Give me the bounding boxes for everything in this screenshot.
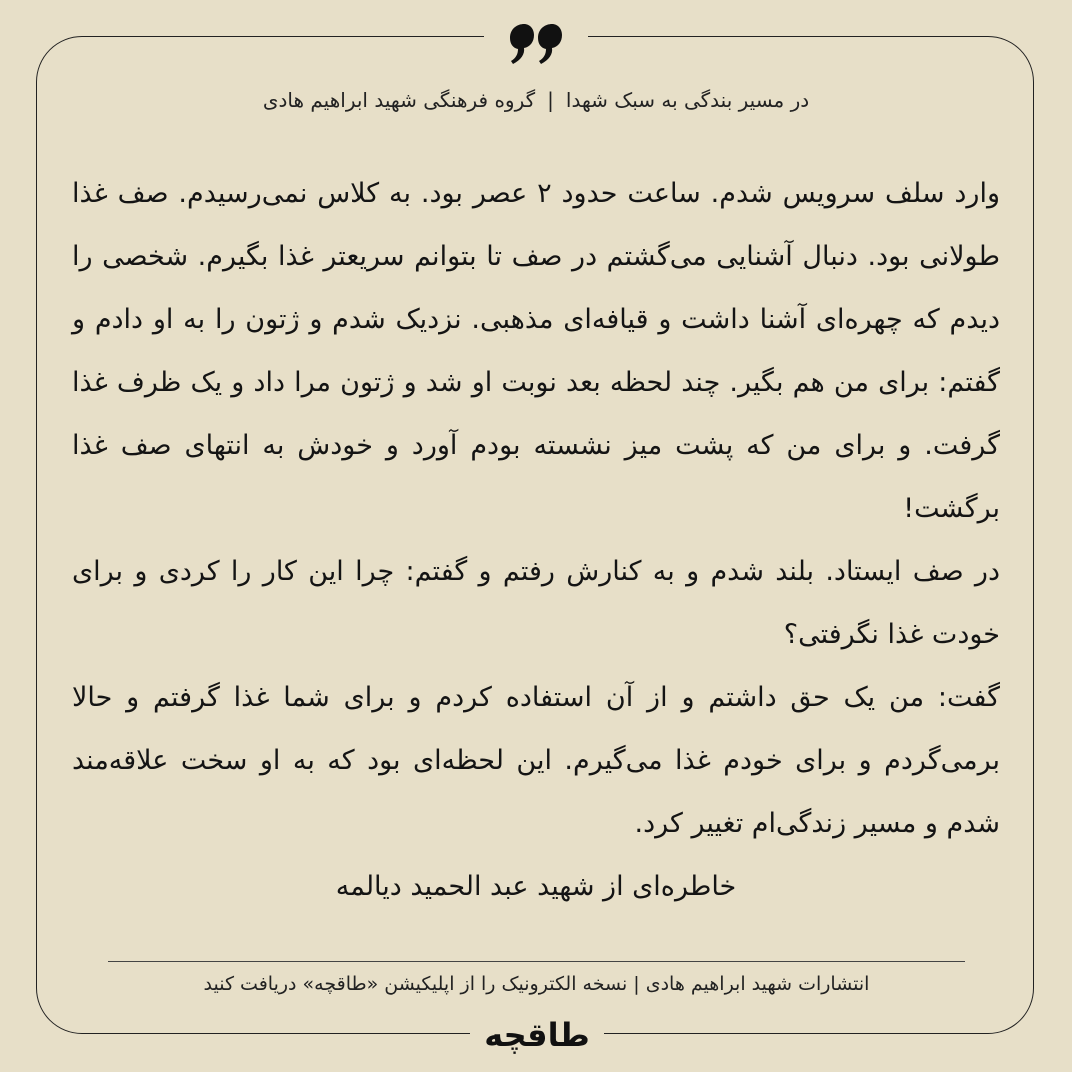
memoir-paragraph-2: در صف ایستاد. بلند شدم و به کنارش رفتم و گفتم: چرا این کار را کردی و برای خودت غذا نگرفتی؟	[72, 556, 1000, 650]
footer-divider	[108, 961, 965, 962]
memoir-body	[72, 162, 1000, 918]
memoir-attribution: خاطره‌ای از شهید عبد الحمید دیالمه	[335, 871, 737, 902]
footer-note: انتشارات شهید ابراهیم هادی | نسخه الکترونیک را از اپلیکیشن «طاقچه» دریافت کنید	[203, 973, 870, 995]
header-group-name: گروه فرهنگی شهید ابراهیم هادی	[262, 88, 536, 112]
header-separator: |	[547, 88, 554, 112]
header-series-title: در مسیر بندگی به سبک شهدا	[565, 88, 810, 112]
taaghche-logo: طاقچه	[484, 1016, 590, 1054]
quote-mark-icon	[506, 22, 566, 66]
memoir-paragraph-3: گفت: من یک حق داشتم و از آن استفاده کردم و برای شما غذا گرفتم و حالا برمی‌گردم و برای خودم غذا می‌گیرم. این لحظه‌ای بود که به او سخت علاقه‌مند شدم و مسیر زندگی‌ام تغییر کرد.	[72, 682, 1000, 839]
memoir-paragraph-1: وارد سلف سرویس شدم. ساعت حدود ۲ عصر بود. به کلاس نمی‌رسیدم. صف غذا طولانی بود. دنبال آشنایی می‌گشتم در صف تا بتوانم سریعتر غذا بگیرم. شخصی را دیدم که چهره‌ای آشنا داشت و قیافه‌ای مذهبی. نزدیک شدم و ژتون را به او دادم و گفتم: برای من هم بگیر. چند لحظه بعد نوبت او شد و ژتون مرا داد و یک ظرف غذا گرفت. و برای من که پشت میز نشسته بودم آورد و خودش به انتهای صف غذا برگشت!	[72, 178, 1000, 524]
header-line	[120, 82, 952, 118]
